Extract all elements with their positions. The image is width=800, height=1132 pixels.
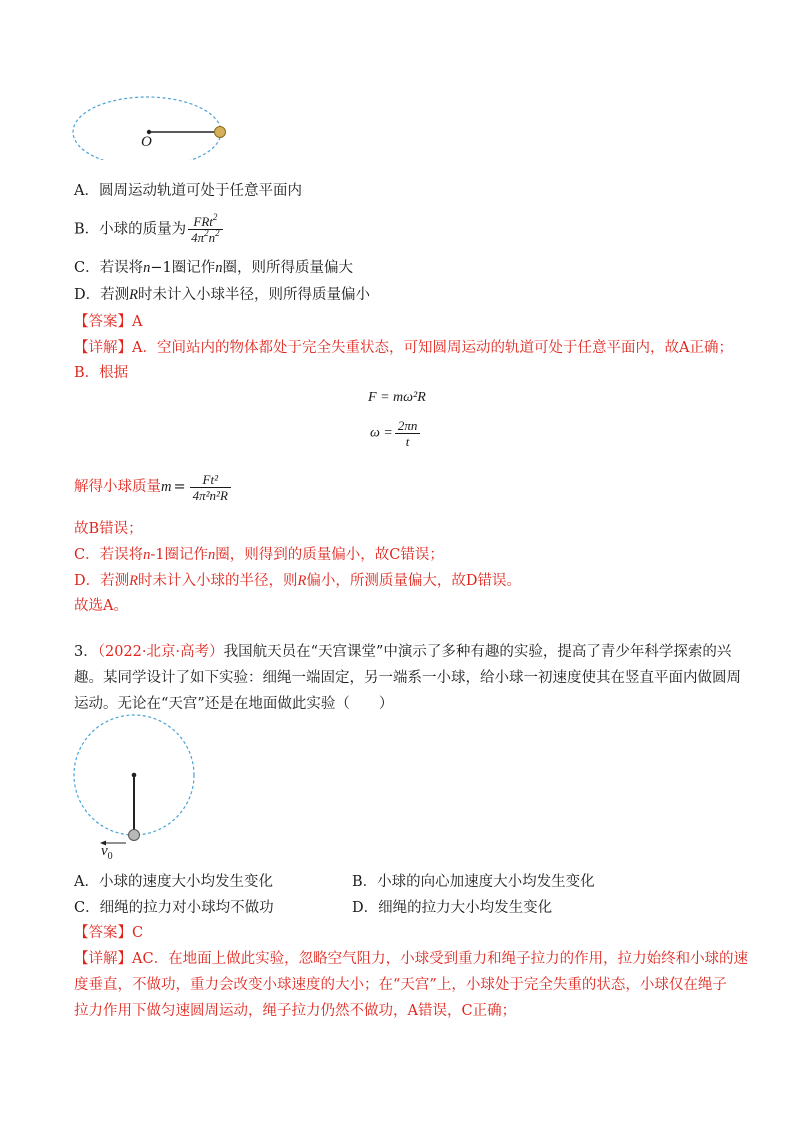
- vertical-circle-ball: [129, 830, 140, 841]
- q2-option-d: [74, 285, 370, 305]
- q2-solve-eq: =: [173, 479, 186, 495]
- q2-detail-c-3: 圈，则得到的质量偏小，故C错误；: [215, 547, 444, 563]
- q3-option-c: C．细绳的拉力对小球均不做功: [74, 900, 274, 916]
- q3-detail-1: [74, 949, 748, 969]
- equation-omega: [370, 418, 422, 449]
- q3-option-b: B．小球的向心加速度大小均发生变化: [352, 874, 595, 890]
- q2-detail-a-text: A．空间站内的物体都处于完全失重状态，可知圆周运动的轨道可处于任意平面内，故A正确；: [132, 340, 733, 356]
- q2-option-c-suffix: 圈，则所得质量偏大: [222, 260, 353, 276]
- q2-choose: 故选A。: [74, 598, 128, 614]
- q2-detail-c: [74, 545, 444, 565]
- q2-detail-label: 【详解】: [74, 340, 132, 356]
- q2-option-b: [74, 214, 225, 245]
- velocity-label: $v_0$: [101, 843, 113, 862]
- q2-option-c-var2: n: [215, 260, 223, 276]
- q3-number: 3．: [74, 644, 98, 660]
- q3-line3: 运动。无论在“天宫”还是在地面做此实验（ ）: [74, 696, 394, 712]
- q2-option-c-minus: −1: [150, 260, 172, 276]
- q3-text-1: 我国航天员在“天宫课堂”中演示了多种有趣的实验，提高了青少年科学探索的兴: [223, 644, 732, 660]
- q2-detail-d-2: 时未计入小球的半径，则: [138, 573, 298, 589]
- equation-force-rhs: = mω²R: [380, 390, 426, 405]
- q2-option-b-fraction: $\frac{FRt^2}{4\pi^2n^2}$: [188, 214, 223, 245]
- equation-omega-lhs: ω =: [370, 425, 393, 441]
- q3-detail-label: 【详解】: [74, 951, 132, 967]
- q2-option-d-suffix: 时未计入小球半径，则所得质量偏小: [138, 287, 370, 303]
- q3-source: （2022·北京·高考）: [97, 644, 224, 660]
- q3-detail-2: 度垂直，不做功，重力会改变小球速度的大小；在“天宫”上，小球处于完全失重的状态，小球仅在绳子: [74, 977, 727, 993]
- equation-omega-num: 2πn: [395, 418, 421, 434]
- q2-option-a: A．圆周运动轨道可处于任意平面内: [74, 183, 302, 199]
- q2-detail-c-1: C．若误将: [74, 547, 144, 563]
- q2-option-d-var: R: [129, 287, 138, 303]
- q2-option-b-num: FRt: [193, 214, 213, 229]
- q3-detail-1-text: AC．在地面上做此实验，忽略空气阻力，小球受到重力和绳子拉力的作用，拉力始终和小球的速: [132, 951, 749, 967]
- q2-detail-c-2: -1圈记作: [150, 547, 208, 563]
- q3-line1: [74, 642, 731, 662]
- q2-option-c: [74, 258, 353, 278]
- q3-option-a: A．小球的速度大小均发生变化: [74, 874, 273, 890]
- q2-option-d-prefix: D．若测: [74, 287, 130, 303]
- q2-b-wrong: 故B错误；: [74, 521, 143, 537]
- q2-detail-d-var2: R: [297, 573, 307, 589]
- q2-option-b-den: 4π: [191, 230, 205, 245]
- equation-omega-den: t: [405, 434, 410, 449]
- q2-detail-d-1: D．若测: [74, 573, 130, 589]
- vertical-circle-figure: [70, 712, 200, 872]
- q3-answer: 【答案】C: [74, 925, 144, 941]
- equation-force-lhs: F: [368, 390, 377, 405]
- q2-detail-d-var: R: [129, 573, 138, 589]
- q2-solve-den: 4π²n²R: [192, 487, 228, 503]
- q3-option-d: D．细绳的拉力大小均发生变化: [352, 900, 553, 916]
- q3-detail-3: 拉力作用下做匀速圆周运动，绳子拉力仍然不做功，A错误，C正确；: [74, 1003, 517, 1019]
- orbit-ball: [215, 127, 226, 138]
- q2-option-c-prefix: C．若误将: [74, 260, 144, 276]
- q2-detail-a: [74, 338, 733, 358]
- q2-detail-d: [74, 571, 521, 591]
- q2-solve-num: Ft²: [190, 472, 231, 488]
- q3-line2: 趣。某同学设计了如下实验：细绳一端固定，另一端系一小球，给小球一初速度使其在竖直平面内做圆周: [74, 670, 741, 686]
- q2-detail-c-var2: n: [207, 547, 216, 563]
- q2-option-c-mid: 圈记作: [171, 260, 216, 276]
- q2-solve-prefix: 解得小球质量: [74, 479, 161, 495]
- q2-solve-var: m: [161, 479, 172, 495]
- vertical-circle-pivot: [132, 773, 137, 778]
- orbit-figure: [70, 92, 240, 160]
- q2-detail-b-root: B．根据: [74, 365, 129, 381]
- orbit-center-label: O: [141, 134, 152, 150]
- q2-option-b-prefix: B．小球的质量为: [74, 221, 187, 238]
- q2-option-c-var: n: [143, 260, 151, 276]
- q2-detail-d-3: 偏小，所测质量偏大，故D错误。: [306, 573, 521, 589]
- q2-answer: 【答案】A: [74, 314, 143, 330]
- q2-solve: [74, 470, 233, 504]
- equation-force: [368, 390, 426, 406]
- q2-detail-c-var: n: [143, 547, 151, 563]
